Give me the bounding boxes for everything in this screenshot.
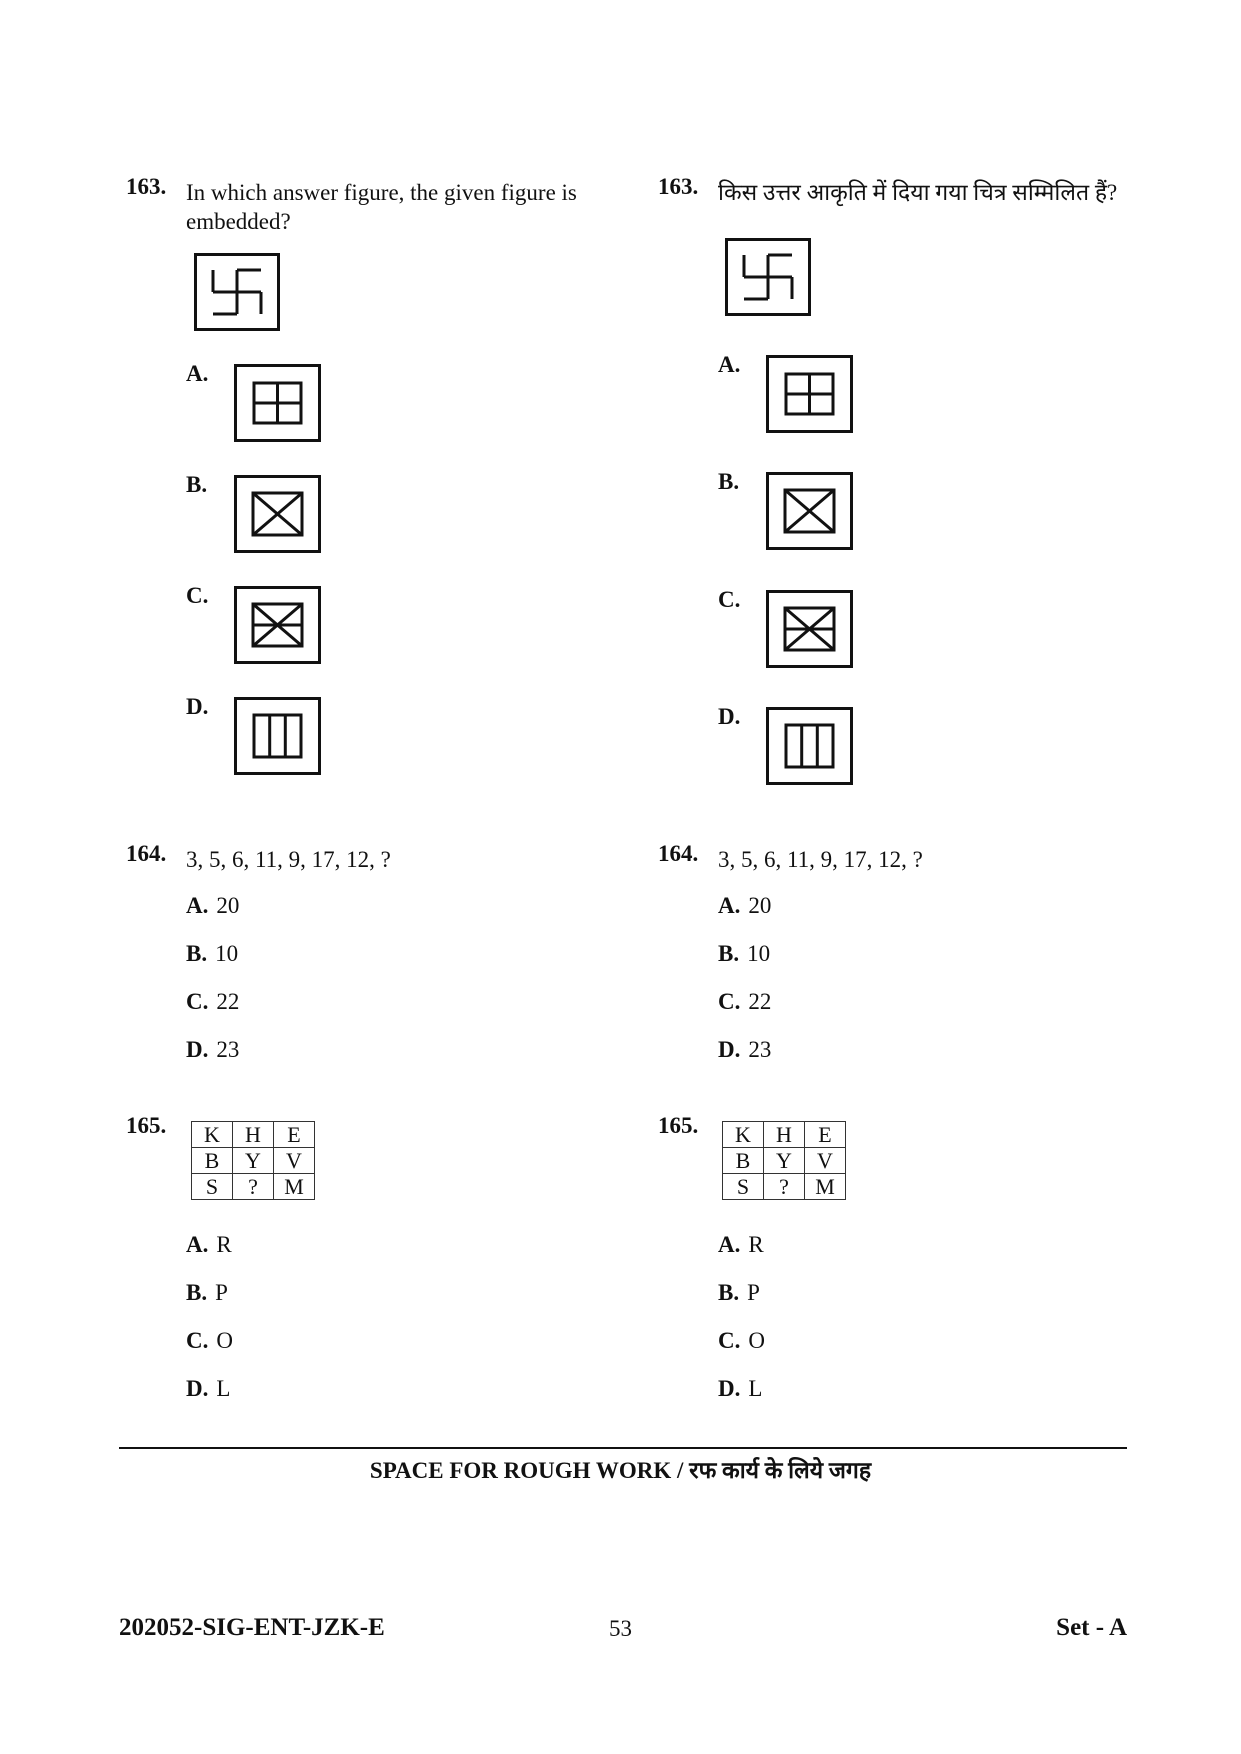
grid-cell: E <box>274 1122 315 1148</box>
option-a[interactable] <box>186 1232 232 1258</box>
grid-cell: B <box>192 1148 233 1174</box>
option-b[interactable] <box>186 941 238 967</box>
rough-work-divider <box>119 1447 1127 1449</box>
square-with-three-columns-figure <box>766 707 853 785</box>
option-label-c[interactable]: C. <box>718 587 741 612</box>
option-value: 23 <box>748 1037 772 1062</box>
option-label: D. <box>718 1376 741 1401</box>
grid-cell: V <box>805 1148 846 1174</box>
option-label: A. <box>186 893 209 918</box>
question-163-number-hi: 163. <box>658 174 699 199</box>
grid-cell: M <box>805 1174 846 1200</box>
grid-cell: ? <box>764 1174 805 1200</box>
square-with-three-columns-figure <box>234 697 321 775</box>
option-value: P <box>215 1280 228 1305</box>
option-b[interactable] <box>186 1280 228 1306</box>
option-c[interactable] <box>718 989 771 1015</box>
option-a[interactable] <box>718 893 771 919</box>
option-value: 22 <box>216 989 240 1014</box>
grid-cell: K <box>192 1122 233 1148</box>
option-label: C. <box>186 989 209 1014</box>
option-value: 20 <box>216 893 240 918</box>
square-with-plus-grid-figure <box>766 355 853 433</box>
option-d[interactable] <box>186 1376 230 1402</box>
option-b[interactable] <box>718 1280 760 1306</box>
option-value: L <box>748 1376 763 1401</box>
grid-cell: ? <box>233 1174 274 1200</box>
paper-code: 202052-SIG-ENT-JZK-E <box>119 1614 385 1641</box>
letter-grid <box>722 1121 846 1200</box>
option-c[interactable] <box>186 1328 233 1354</box>
square-with-diagonal-cross-figure <box>766 472 853 550</box>
option-label-b[interactable]: B. <box>718 469 740 494</box>
option-c[interactable] <box>718 1328 765 1354</box>
option-d[interactable] <box>718 1376 762 1402</box>
grid-cell: Y <box>233 1148 274 1174</box>
option-value: 10 <box>747 941 771 966</box>
grid-cell: E <box>805 1122 846 1148</box>
option-value: P <box>747 1280 760 1305</box>
grid-cell: H <box>233 1122 274 1148</box>
option-c[interactable] <box>186 989 239 1015</box>
option-value: O <box>748 1328 765 1353</box>
option-b[interactable] <box>718 941 770 967</box>
rough-work-heading: SPACE FOR ROUGH WORK / रफ कार्य के लिये जगह <box>369 1458 872 1483</box>
option-label-d[interactable]: D. <box>186 694 209 719</box>
option-label: A. <box>186 1232 209 1257</box>
option-label: A. <box>718 893 741 918</box>
option-label: B. <box>186 941 208 966</box>
option-label-b[interactable]: B. <box>186 472 208 497</box>
question-163-number: 163. <box>126 174 167 199</box>
option-label: C. <box>186 1328 209 1353</box>
question-163-text-en: In which answer figure, the given figure is embedded? <box>186 180 577 234</box>
square-with-diagonal-cross-and-horizontal-figure <box>234 586 321 664</box>
question-165-number: 165. <box>126 1113 167 1138</box>
option-value: O <box>216 1328 233 1353</box>
grid-cell: H <box>764 1122 805 1148</box>
square-with-diagonal-cross-and-horizontal-figure <box>766 590 853 668</box>
option-label: C. <box>718 1328 741 1353</box>
question-164-text-hi: 3, 5, 6, 11, 9, 17, 12, ? <box>718 847 923 872</box>
grid-cell: V <box>274 1148 315 1174</box>
grid-cell: B <box>723 1148 764 1174</box>
option-label: D. <box>718 1037 741 1062</box>
square-with-diagonal-cross-figure <box>234 475 321 553</box>
grid-cell: M <box>274 1174 315 1200</box>
swastika-figure <box>194 253 280 331</box>
grid-cell: K <box>723 1122 764 1148</box>
question-163-text-hi: किस उत्तर आकृति में दिया गया चित्र सम्मिलित हैं? <box>718 180 1118 205</box>
option-label-c[interactable]: C. <box>186 583 209 608</box>
grid-cell: S <box>723 1174 764 1200</box>
option-label-d[interactable]: D. <box>718 704 741 729</box>
option-label: B. <box>718 1280 740 1305</box>
swastika-figure <box>725 238 811 316</box>
option-a[interactable] <box>186 893 239 919</box>
question-164-number: 164. <box>126 841 167 866</box>
page-number: 53 <box>609 1616 632 1641</box>
option-label: D. <box>186 1376 209 1401</box>
option-label: B. <box>718 941 740 966</box>
option-d[interactable] <box>718 1037 771 1063</box>
option-value: 22 <box>748 989 772 1014</box>
option-label: A. <box>718 1232 741 1257</box>
set-label: Set - A <box>1056 1614 1127 1641</box>
option-label-a[interactable]: A. <box>186 361 209 386</box>
option-a[interactable] <box>718 1232 764 1258</box>
option-label-a[interactable]: A. <box>718 352 741 377</box>
option-value: R <box>216 1232 232 1257</box>
option-label: B. <box>186 1280 208 1305</box>
grid-cell: Y <box>764 1148 805 1174</box>
option-value: R <box>748 1232 764 1257</box>
letter-grid <box>191 1121 315 1200</box>
option-label: D. <box>186 1037 209 1062</box>
option-value: 20 <box>748 893 772 918</box>
option-value: 23 <box>216 1037 240 1062</box>
question-164-text: 3, 5, 6, 11, 9, 17, 12, ? <box>186 847 391 872</box>
question-165-number-hi: 165. <box>658 1113 699 1138</box>
option-label: C. <box>718 989 741 1014</box>
option-d[interactable] <box>186 1037 239 1063</box>
question-164-number-hi: 164. <box>658 841 699 866</box>
square-with-plus-grid-figure <box>234 364 321 442</box>
grid-cell: S <box>192 1174 233 1200</box>
option-value: L <box>216 1376 231 1401</box>
option-value: 10 <box>215 941 239 966</box>
